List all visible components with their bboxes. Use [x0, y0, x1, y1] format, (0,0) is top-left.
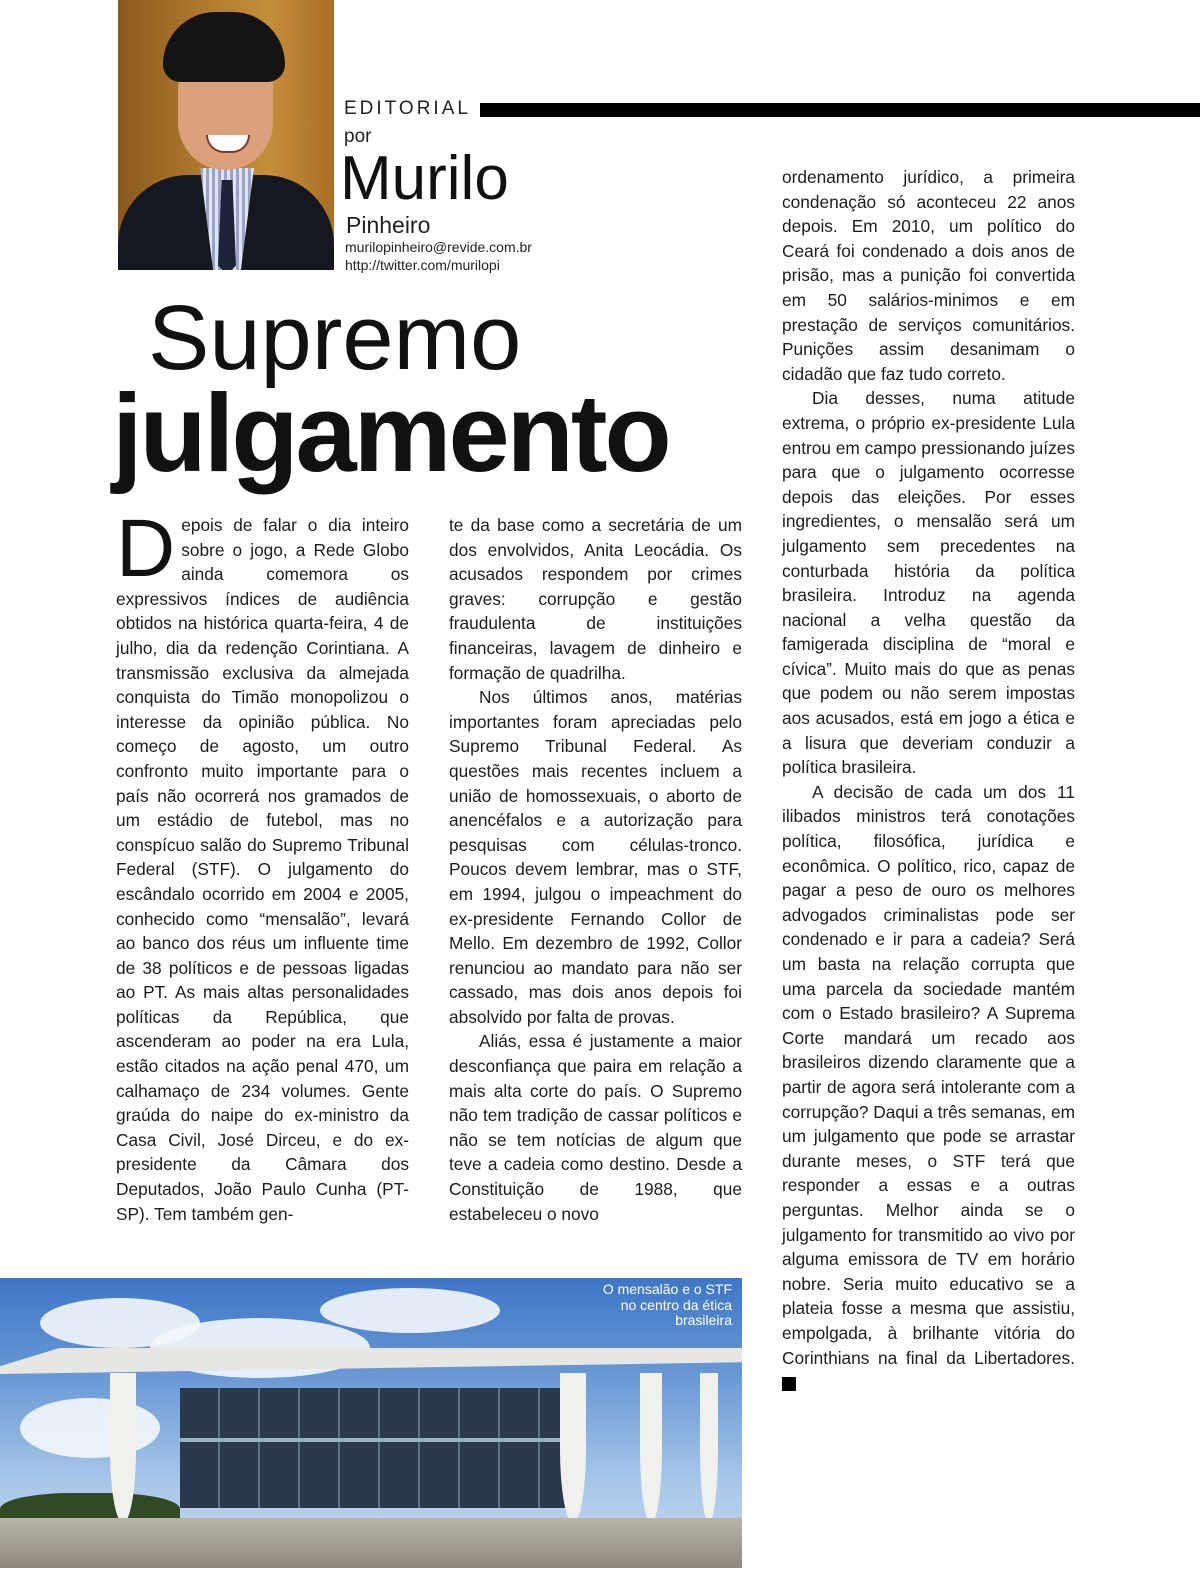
paragraph-text: epois de falar o dia inteiro sobre o jogo, a Rede Globo ainda comemora os expressivos índices de audiência obtidos na histórica quarta-feira, 4 de julho, dia da redenção Corintiana. A transmissão exclusiva da almejada conquista do Timão monopolizou o interesse da opinião pública. No começo de agosto, um outro confronto muito importante para o país não ocorrerá nos gramados de um estádio de futebol, mas no conspícuo salão do Supremo Tribunal Federal (STF). O julgamento do escândalo ocorrido em 2004 e 2005, conhecido como “mensalão”, levará ao banco dos réus um influente time de 38 políticos e de pessoas ligadas ao PT. As mais altas personalidades políticas da República, que ascenderam ao poder na era Lula, estão citados na ação penal 470, um calhamaço de 234 volumes. Gente graúda do naipe do ex-ministro da Casa Civil, José Dirceu, e do ex-presidente da Câmara dos Deputados, João Paulo Cunha (PT-SP). Tem também gen- [116, 515, 409, 1224]
end-mark-icon: r [782, 1377, 796, 1391]
building-facade [180, 1388, 580, 1508]
article-paragraph [116, 503, 409, 1226]
byline-prefix: por [344, 126, 372, 147]
article-paragraph [782, 780, 1075, 1395]
author-photo [118, 0, 334, 270]
headline-line-1: Supremo [148, 287, 522, 389]
author-twitter-link[interactable]: http://twitter.com/murilopi [345, 257, 500, 273]
article-paragraph: ordenamento jurídico, a primeira condenação só aconteceu 22 anos depois. Em 2010, um político do Ceará foi condenado a dois anos de prisão, mas a punição foi convertida em 50 salários-minimos e em prestação de serviços comunitários. Punições assim desanimam o cidadão que faz tudo correto. [782, 167, 1075, 384]
article-column-1 [116, 503, 409, 1226]
author-last-name: Pinheiro [346, 212, 431, 238]
article-paragraph: Aliás, essa é justamente a maior desconfiança que paira em relação a mais alta corte do país. O Supremo não tem tradição de cassar políticos e não se tem notícias de algum que teve a cadeia como destino. Desde a Constituição de 1988, que estabeleceu o novo [449, 1031, 742, 1224]
article-paragraph: Dia desses, numa atitude extrema, o próprio ex-presidente Lula entrou em campo pressionando juízes para que o julgamento ocorresse depois das eleições. Por esses ingredientes, o mensalão será um julgamento sem precedentes na conturbada história da política brasileira. Introduz na agenda nacional a velha questão da famigerada disciplina de “moral e cívica”. Muito mais do que as penas que podem ou não serem impostas aos acusados, está em jogo a ética e a lisura que deveriam conduzir a política brasileira. [782, 388, 1075, 778]
author-first-name: Murilo [340, 144, 509, 213]
section-label: EDITORIAL [344, 98, 471, 119]
author-email-link[interactable]: murilopinheiro@revide.com.br [345, 239, 532, 255]
article-paragraph: te da base como a secretária de um dos envolvidos, Anita Leocádia. Os acusados respondem por crimes graves: corrupção e gestão fraudulenta de instituições financeiras, lavagem de dinheiro e formação de quadrilha. [449, 515, 742, 683]
building-roof [0, 1348, 742, 1374]
header-rule [480, 103, 1200, 117]
supreme-court-photo [0, 1278, 742, 1568]
photo-caption: O mensalão e o STF no centro da ética brasileira [602, 1281, 732, 1328]
paragraph-text: A decisão de cada um dos 11 ilibados ministros terá conotações política, filosófica, jurídica e econômica. O político, rico, capaz de pagar a peso de ouro os melhores advogados criminalistas pode ser condenado e ir para a cadeia? Será um basta na relação corrupta que uma parcela da sociedade mantém com o Estado brasileiro? A Suprema Corte mandará um recado aos brasileiros dizendo claramente que a partir de agora será intolerante com a corrupção? Daqui a três semanas, em um julgamento que pode se arrastar durante meses, o STF terá que responder a essas e a outras perguntas. Melhor ainda se o julgamento for transmitido ao vivo por alguma emissora de TV em horário nobre. Seria muito educativo se a plateia fosse a mesma que assistiu, empolgada, à brilhante vitória do Corinthians na final da Libertadores. [782, 781, 1075, 1368]
article-column-3 [782, 165, 1075, 1395]
drop-cap: D [116, 503, 176, 594]
article-paragraph: Nos últimos anos, matérias importantes foram apreciadas pelo Supremo Tribunal Federal. As questões mais recentes incluem a união de homossexuais, o aborto de anencéfalos e a autorização para pesquisas com células-tronco. Poucos devem lembrar, mas o STF, em 1994, julgou o impeachment do ex-presidente Fernando Collor de Mello. Em dezembro de 1992, Collor renunciou ao mandato para não ser cassado, mas dois anos depois foi absolvido por falta de provas. [449, 687, 742, 1027]
article-column-2 [449, 513, 742, 1226]
headline-line-2: julgamento [112, 372, 669, 495]
